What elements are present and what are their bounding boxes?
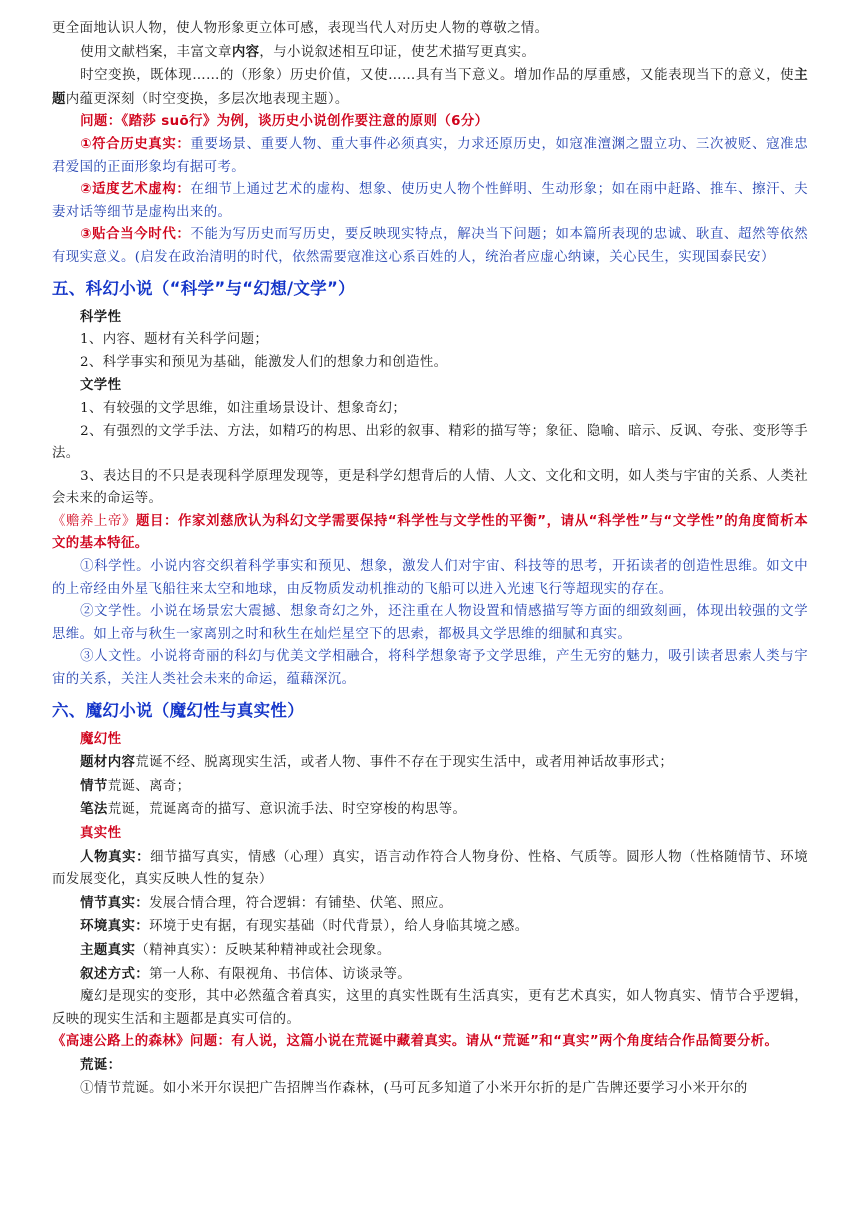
section-heading-6: 六、魔幻小说（魔幻性与真实性） [52,700,304,720]
magic-item-1 [52,751,808,775]
bold-text: 文学性 [80,377,122,394]
answer-2-1: ①科学性。小说内容交织着科学事实和预见、想象，激发人们对宇宙、科技等的思考，开拓读者的创造性思维。如文中的上帝经由外星飞船往来太空和地球，由反物质发动机推动的飞船可以进入光速飞行等超现实的存在。 [52,559,808,597]
answer-2-3: ③人文性。小说将奇丽的科幻与优美文学相融合，将科学想象寄予文学思维，产生无穷的魅力，吸引读者思索人类与宇宙的关系，关注人类社会未来的命运，蕴藉深沉。 [52,649,808,688]
bold-label: 主题真实 [80,941,136,958]
bold-label: 环境真实： [80,918,150,935]
science-item-1: 1、内容、题材有关科学问题； [80,332,269,348]
answer-2-2: ②文学性。小说在场景宏大震撼、想象奇幻之外，还注重在人物设置和情感描写等方面的细致刻画，体现出较强的文学思维。如上帝与秋生一家离别之时和秋生在灿烂星空下的思索，都极具文学思维的细腻和真实。 [52,604,808,642]
literature-item-2: 2、有强烈的文学手法、方法，如精巧的构思、出彩的叙事、精彩的描写等；象征、隐喻、暗示、反讽、夸张、变形等手法。 [52,423,808,462]
answer-1-1 [52,134,808,179]
work-title: 《赡养上帝》 [52,513,136,529]
text: （精神真实）：反映某种精神或社会现象。 [135,942,391,958]
absurd-item-1: ①情节荒诞。如小米开尔误把广告招牌当作森林，(马可瓦多知道了小米开尔折的是广告牌还要学习小米开尔的 [80,1080,748,1096]
answer-text: 重要场景、重要人物、重大事件必须真实，力求还原历史，如寇准澶渊之盟立功、三次被贬、寇准忠君爱国的正面形象均有据可考。 [52,136,808,175]
answer-label: ①符合历史真实： [80,136,191,152]
literature-item-3: 3、表达目的不只是表现科学原理发现等，更是科学幻想背后的人情、人文、文化和文明，如人类与宇宙的关系、人类社会未来的命运等。 [52,468,808,507]
paragraph-intro-3 [52,64,808,111]
bold-label: 笔法 [80,801,108,818]
answer-1-3 [52,224,808,269]
bold-label: 情节真实： [80,894,150,911]
bold-text: 魔幻性 [80,730,122,747]
reality-summary: 魔幻是现实的变形，其中必然蕴含着真实，这里的真实性既有生活真实，更有艺术真实，如人物真实、情节合乎逻辑，反映的现实生活和主题都是真实可信的。 [52,989,808,1027]
answer-1-2 [52,179,808,224]
literature-item-1: 1、有较强的文学思维，如注重场景设计、想象奇幻； [80,400,407,416]
subheading-absurd [52,1054,808,1078]
paragraph-intro-2 [52,41,808,65]
subheading-science [52,306,808,330]
text: 荒诞，荒诞离奇的描写、意识流手法、时空穿梭的构思等。 [107,802,467,818]
reality-item-5 [52,963,808,987]
text: ，与小说叙述相互印证，使艺术描写更真实。 [259,44,536,60]
text: 细节描写真实，情感（心理）真实，语言动作符合人物身份、性格、气质等。圆形人物（性格随情节、环境而发展变化，真实反映人性的复杂） [52,849,809,888]
text: 荒诞、离奇； [107,778,191,794]
text: 内蕴更深刻（时空变换，多层次地表现主题）。 [65,91,349,107]
text: 荒诞不经、脱离现实生活，或者人物、事件不存在于现实生活中，或者用神话故事形式； [135,755,674,771]
bold-text: 荒诞： [80,1056,122,1073]
question-text: 题目：作家刘慈欣认为科幻文学需要保持“科学性与文学性的平衡”，请从“科学性”与“文学性”的角度简析本文的基本特征。 [52,513,808,552]
paragraph-intro-1: 更全面地认识人物，使人物形象更立体可感，表现当代人对历史人物的尊敬之情。 [52,21,549,36]
bold-keyword: 主题 [52,67,808,107]
bold-label: 人物真实： [80,848,151,865]
text: 环境于史有据，有现实基础（时代背景），给人身临其境之感。 [149,919,529,935]
section-heading-5: 五、科幻小说（“科学”与“幻想/文学”） [52,278,355,298]
bold-label: 叙述方式： [80,965,150,982]
reality-item-1 [52,846,808,892]
reality-item-3 [52,915,808,939]
answer-text: 在细节上通过艺术的虚构、想象、使历史人物个性鲜明、生动形象；如在雨中赶路、推车、擦汗、夫妻对话等细节是虚构出来的。 [52,182,808,220]
bold-keyword: 内容 [231,43,260,60]
magic-item-3 [52,798,808,822]
text: 时空变换，既体现……的（形象）历史价值，又使……具有当下意义。增加作品的厚重感，又能表现当下的意义，使 [80,68,795,84]
text: 发展合情合理，符合逻辑：有铺垫、伏笔、照应。 [149,895,453,911]
magic-item-2 [52,775,808,799]
question-1: 问题：《踏莎 suō行》为例，谈历史小说创作要注意的原则（6分） [80,114,489,130]
question-2 [52,511,808,556]
reality-item-2 [52,892,808,916]
science-item-2: 2、科学事实和预见为基础，能激发人们的想象力和创造性。 [80,354,448,370]
bold-label: 情节 [80,777,108,794]
bold-text: 科学性 [80,308,122,325]
text: 第一人称、有限视角、书信体、访谈录等。 [149,966,412,982]
subheading-literature [52,374,808,398]
reality-item-4 [52,939,808,963]
answer-label: ②适度艺术虚构： [80,182,191,198]
answer-label: ③贴合当今时代： [80,227,191,243]
answer-text: 不能为写历史而写历史，要反映现实特点，解决当下问题；如本篇所表现的忠诚、耿直、超然等依然有现实意义。(启发在政治清明的时代，依然需要寇准这心系百姓的人，统治者应虚心纳谏，关心民生，实现国泰民安） [52,227,808,265]
bold-text: 真实性 [80,825,122,841]
subheading-reality [52,822,808,846]
subheading-magic [52,728,808,752]
question-3: 《高速公路上的森林》问题：有人说，这篇小说在荒诞中藏着真实。请从“荒诞”和“真实”两个角度结合作品简要分析。 [52,1034,779,1050]
text: 使用文献档案，丰富文章 [80,44,232,60]
bold-label: 题材内容 [80,754,136,771]
